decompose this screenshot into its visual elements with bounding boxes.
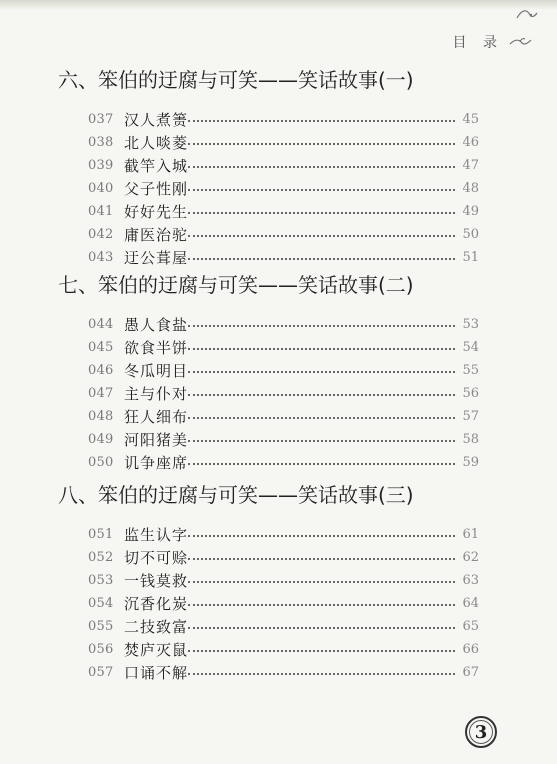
entry-page-number: 51: [462, 250, 479, 265]
dot-leader: [188, 143, 455, 145]
entry-title: 狂人细布: [124, 408, 189, 426]
section-title-eight: 八、笨伯的迂腐与可笑——笑话故事(三): [58, 483, 414, 507]
entry-title: 讥争座席: [124, 454, 189, 472]
toc-entry[interactable]: [0, 131, 557, 154]
entry-page-number: 55: [462, 363, 479, 378]
toc-entry[interactable]: [0, 108, 557, 131]
entry-number: 053: [88, 573, 114, 588]
entry-page-number: 50: [462, 227, 479, 242]
page-top-edge: [0, 0, 557, 10]
page-number: 3: [474, 721, 488, 743]
entry-page-number: 58: [462, 432, 479, 447]
entry-title: 北人啖菱: [124, 134, 189, 152]
entry-number: 054: [88, 596, 114, 611]
dot-leader: [188, 166, 455, 168]
entry-number: 048: [88, 409, 114, 424]
entry-page-number: 47: [462, 158, 479, 173]
toc-entry[interactable]: [0, 638, 557, 661]
toc-entry[interactable]: [0, 200, 557, 223]
entry-page-number: 63: [462, 573, 479, 588]
entry-title: 一钱莫救: [124, 572, 189, 590]
entry-page-number: 54: [462, 340, 479, 355]
entry-title: 冬瓜明目: [124, 362, 189, 380]
entry-page-number: 67: [462, 665, 479, 680]
entry-number: 051: [88, 527, 114, 542]
dot-leader: [188, 535, 455, 537]
entry-number: 049: [88, 432, 114, 447]
entry-title: 监生认字: [124, 526, 189, 544]
toc-section-six: [0, 68, 557, 269]
dot-leader: [188, 673, 455, 675]
entry-number: 056: [88, 642, 114, 657]
toc-entry[interactable]: [0, 428, 557, 451]
entry-number: 045: [88, 340, 114, 355]
entry-title: 焚庐灭鼠: [124, 641, 189, 659]
entry-number: 050: [88, 455, 114, 470]
entry-number: 057: [88, 665, 114, 680]
corner-ornament-icon: [515, 8, 539, 20]
dot-leader: [188, 235, 455, 237]
dot-leader: [188, 463, 455, 465]
running-head-title: 目 录: [452, 35, 503, 51]
toc-entry[interactable]: [0, 246, 557, 269]
entry-number: 040: [88, 181, 114, 196]
entry-title: 截竿入城: [124, 157, 189, 175]
entry-title: 欲食半饼: [124, 339, 189, 357]
entry-title: 切不可赊: [124, 549, 189, 567]
toc-entry[interactable]: [0, 523, 557, 546]
dot-leader: [188, 558, 455, 560]
entry-list-seven: [0, 313, 557, 474]
toc-section-eight: [0, 483, 557, 684]
dot-leader: [188, 394, 455, 396]
entry-title: 汉人煮箦: [124, 111, 189, 129]
toc-entry[interactable]: [0, 359, 557, 382]
entry-title: 庸医治驼: [124, 226, 189, 244]
entry-number: 042: [88, 227, 114, 242]
header-ornament-icon: [509, 37, 533, 47]
section-title-seven: 七、笨伯的迂腐与可笑——笑话故事(二): [58, 273, 414, 297]
entry-page-number: 49: [462, 204, 479, 219]
dot-leader: [188, 258, 455, 260]
entry-page-number: 66: [462, 642, 479, 657]
toc-entry[interactable]: [0, 451, 557, 474]
dot-leader: [188, 371, 455, 373]
entry-page-number: 46: [462, 135, 479, 150]
entry-title: 迂公葺屋: [124, 249, 189, 267]
section-title-six: 六、笨伯的迂腐与可笑——笑话故事(一): [58, 68, 414, 92]
entry-title: 好好先生: [124, 203, 189, 221]
toc-entry[interactable]: [0, 615, 557, 638]
entry-page-number: 61: [462, 527, 479, 542]
entry-page-number: 45: [462, 112, 479, 127]
entry-list-eight: [0, 523, 557, 684]
dot-leader: [188, 440, 455, 442]
dot-leader: [188, 189, 455, 191]
entry-number: 041: [88, 204, 114, 219]
toc-entry[interactable]: [0, 154, 557, 177]
entry-page-number: 59: [462, 455, 479, 470]
dot-leader: [188, 650, 455, 652]
toc-entry[interactable]: [0, 405, 557, 428]
dot-leader: [188, 120, 455, 122]
entry-title: 沉香化炭: [124, 595, 189, 613]
toc-entry[interactable]: [0, 313, 557, 336]
entry-page-number: 53: [462, 317, 479, 332]
entry-title: 口诵不解: [124, 664, 189, 682]
running-head: [453, 32, 533, 52]
entry-page-number: 57: [462, 409, 479, 424]
entry-number: 038: [88, 135, 114, 150]
entry-title: 愚人食盐: [124, 316, 189, 334]
entry-page-number: 48: [462, 181, 479, 196]
toc-entry[interactable]: [0, 569, 557, 592]
dot-leader: [188, 212, 455, 214]
entry-number: 046: [88, 363, 114, 378]
dot-leader: [188, 325, 455, 327]
entry-title: 二技致富: [124, 618, 189, 636]
entry-page-number: 62: [462, 550, 479, 565]
dot-leader: [188, 581, 455, 583]
toc-entry[interactable]: [0, 546, 557, 569]
toc-entry[interactable]: [0, 661, 557, 684]
dot-leader: [188, 417, 455, 419]
toc-section-seven: [0, 273, 557, 474]
entry-page-number: 64: [462, 596, 479, 611]
entry-number: 037: [88, 112, 114, 127]
entry-page-number: 56: [462, 386, 479, 401]
toc-entry[interactable]: [0, 336, 557, 359]
entry-page-number: 65: [462, 619, 479, 634]
dot-leader: [188, 627, 455, 629]
entry-number: 052: [88, 550, 114, 565]
page-number-badge: [463, 714, 499, 750]
entry-number: 039: [88, 158, 114, 173]
entry-list-six: [0, 108, 557, 269]
entry-title: 父子性刚: [124, 180, 189, 198]
toc-entry[interactable]: [0, 382, 557, 405]
entry-number: 047: [88, 386, 114, 401]
dot-leader: [188, 604, 455, 606]
entry-title: 河阳猪美: [124, 431, 189, 449]
entry-title: 主与仆对: [124, 385, 189, 403]
entry-number: 055: [88, 619, 114, 634]
entry-number: 043: [88, 250, 114, 265]
entry-number: 044: [88, 317, 114, 332]
toc-entry[interactable]: [0, 223, 557, 246]
dot-leader: [188, 348, 455, 350]
toc-entry[interactable]: [0, 177, 557, 200]
toc-entry[interactable]: [0, 592, 557, 615]
